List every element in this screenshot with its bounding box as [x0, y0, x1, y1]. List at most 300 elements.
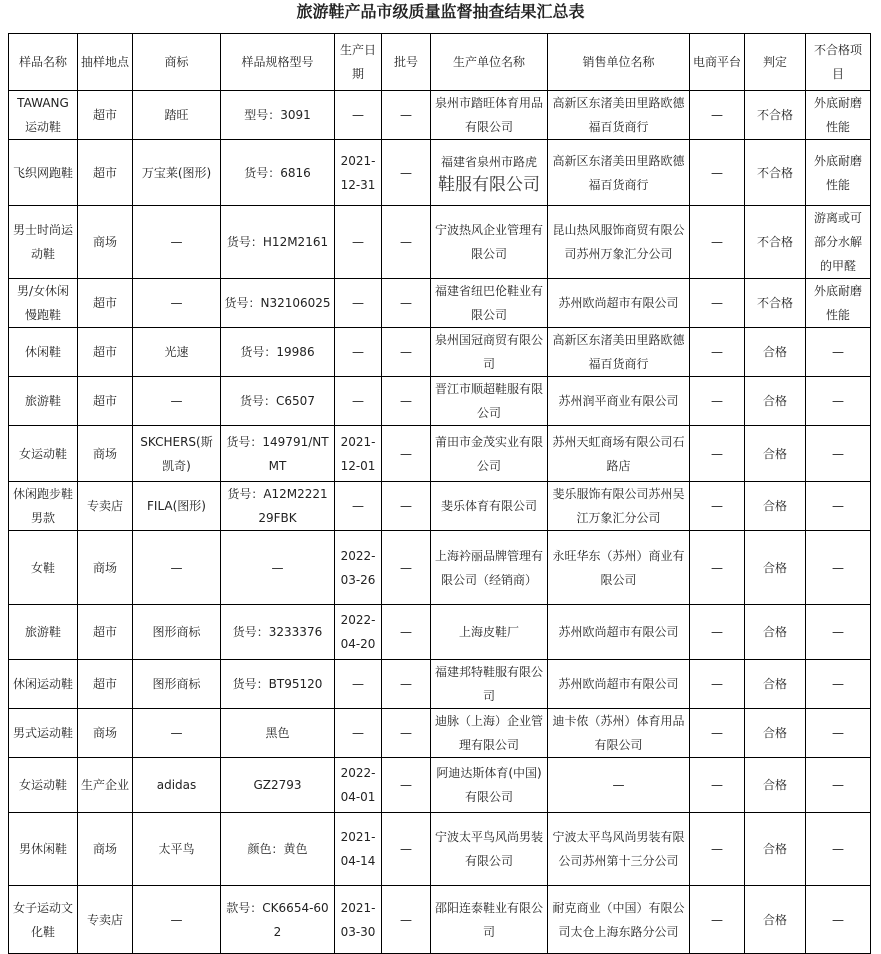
cell-text: —	[352, 394, 364, 408]
table-cell	[9, 660, 78, 709]
table-cell	[78, 377, 133, 426]
cell-text: 游离或可部分水解的甲醛	[813, 211, 862, 273]
table-cell	[335, 605, 382, 660]
cell-text: 踏旺	[164, 108, 189, 122]
table-cell	[335, 758, 382, 813]
table-cell	[9, 886, 78, 954]
table-cell	[548, 91, 690, 140]
cell-text: 商场	[92, 235, 117, 249]
header-cell: 生产日期	[335, 34, 382, 91]
table-cell	[221, 206, 335, 279]
table-cell	[806, 709, 871, 758]
header-cell: 样品规格型号	[221, 34, 335, 91]
cell-text: —	[711, 778, 723, 792]
cell-text: 飞织网跑鞋	[12, 165, 73, 180]
header-cell: 商标	[133, 34, 221, 91]
cell-text: 合格	[762, 499, 787, 513]
cell-text: 商场	[92, 446, 117, 461]
table-cell	[806, 813, 871, 886]
cell-text: 阿迪达斯体育(中国)有限公司	[436, 766, 542, 804]
table-cell	[335, 328, 382, 377]
cell-text: —	[711, 446, 723, 461]
cell-text: 合格	[762, 345, 787, 359]
table-row	[9, 482, 871, 531]
table-row	[9, 813, 871, 886]
cell-text: 图形商标	[152, 625, 201, 639]
table-cell	[690, 531, 745, 605]
cell-text: 莆田市金茂实业有限公司	[434, 434, 543, 473]
table-cell	[745, 605, 806, 660]
table-cell	[548, 531, 690, 605]
table-cell	[221, 377, 335, 426]
cell-text: 货号：H12M2161	[226, 235, 329, 249]
table-cell	[335, 206, 382, 279]
table-cell	[221, 140, 335, 206]
table-cell	[548, 426, 690, 482]
table-row	[9, 206, 871, 279]
cell-text: 男/女休闲慢跑鞋	[16, 284, 70, 322]
cell-text: 合格	[762, 842, 787, 856]
table-cell	[78, 813, 133, 886]
cell-text: 斐乐服饰有限公司苏州吴江万象汇分公司	[552, 487, 685, 525]
cell-text: 2022-04-01	[340, 766, 376, 804]
table-cell	[745, 377, 806, 426]
cell-text: 货号：A12M222129FBK	[227, 487, 328, 525]
table-cell	[133, 279, 221, 328]
cell-text: 苏州欧尚超市有限公司	[558, 677, 679, 691]
cell-text: —	[711, 165, 723, 180]
cell-text: 女运动鞋	[18, 446, 67, 461]
cell-text: —	[400, 842, 412, 856]
cell-text: 女子运动文化鞋	[12, 900, 73, 939]
cell-text: GZ2793	[253, 778, 302, 792]
cell-text: FILA(图形)	[147, 499, 206, 513]
table-cell	[431, 377, 548, 426]
table-cell	[221, 660, 335, 709]
cell-text: 晋江市顺超鞋服有限公司	[434, 382, 543, 420]
cell-text: 耐克商业（中国）有限公司太仓上海东路分公司	[552, 900, 685, 939]
header-cell: 样品名称	[9, 34, 78, 91]
table-cell	[9, 709, 78, 758]
cell-text: —	[711, 499, 723, 513]
cell-text: —	[832, 778, 844, 792]
table-cell	[431, 206, 548, 279]
cell-text: SKCHERS(斯凯奇)	[140, 434, 213, 473]
cell-text: —	[711, 394, 723, 408]
table-cell	[690, 886, 745, 954]
table-cell	[548, 140, 690, 206]
table-cell	[335, 279, 382, 328]
table-cell	[382, 91, 431, 140]
table-cell	[548, 813, 690, 886]
cell-text: 休闲运动鞋	[12, 677, 73, 691]
table-row	[9, 531, 871, 605]
table-cell	[382, 758, 431, 813]
cell-text: 光速	[164, 345, 189, 359]
cell-text: —	[400, 296, 412, 310]
header-cell: 销售单位名称	[548, 34, 690, 91]
table-cell	[548, 709, 690, 758]
table-cell	[133, 813, 221, 886]
cell-text: 高新区东渚美田里路欧德福百货商行	[552, 333, 685, 371]
cell-text: —	[400, 499, 412, 513]
table-cell	[9, 605, 78, 660]
cell-text: 高新区东渚美田里路欧德福百货商行	[552, 153, 685, 192]
cell-text: —	[711, 560, 723, 575]
table-cell	[431, 813, 548, 886]
cell-text: 女运动鞋	[18, 778, 67, 792]
table-cell	[548, 328, 690, 377]
table-cell	[78, 605, 133, 660]
header-cell: 生产单位名称	[431, 34, 548, 91]
cell-text: 货号：149791/NTMT	[226, 434, 329, 473]
table-cell	[382, 328, 431, 377]
cell-text: 宁波热风企业管理有限公司	[434, 223, 543, 261]
cell-text: TAWANG运动鞋	[17, 96, 69, 134]
cell-text: —	[352, 345, 364, 359]
table-cell	[9, 758, 78, 813]
cell-text: —	[400, 912, 412, 927]
table-cell	[78, 660, 133, 709]
cell-text: —	[400, 560, 412, 575]
cell-text: —	[400, 446, 412, 461]
cell-text: 2021-12-01	[340, 434, 376, 473]
table-cell	[133, 377, 221, 426]
table-cell	[133, 660, 221, 709]
table-cell	[745, 660, 806, 709]
cell-text: 上海衿丽品牌管理有限公司（经销商）	[434, 548, 543, 587]
table-cell	[431, 886, 548, 954]
cell-text: —	[832, 560, 844, 575]
results-table	[8, 33, 871, 954]
table-cell	[133, 426, 221, 482]
cell-text: 合格	[762, 625, 787, 639]
table-cell	[548, 279, 690, 328]
table-cell	[221, 758, 335, 813]
table-cell	[690, 426, 745, 482]
table-cell	[745, 709, 806, 758]
table-cell	[133, 709, 221, 758]
table-cell	[690, 91, 745, 140]
table-cell	[78, 91, 133, 140]
cell-text: —	[832, 394, 844, 408]
table-cell	[133, 531, 221, 605]
table-row	[9, 140, 871, 206]
table-cell	[745, 531, 806, 605]
table-cell	[806, 426, 871, 482]
cell-text: 女鞋	[30, 560, 55, 575]
table-row	[9, 328, 871, 377]
cell-text: 2021-12-31	[340, 153, 376, 192]
cell-text: 黑色	[265, 726, 290, 740]
table-cell	[221, 886, 335, 954]
header-row	[9, 34, 871, 91]
table-cell	[335, 813, 382, 886]
cell-text: 不合格	[756, 296, 793, 310]
cell-text: 专卖店	[86, 499, 123, 513]
cell-text: 款号：CK6654-602	[226, 900, 329, 939]
table-cell	[78, 886, 133, 954]
cell-text: 男式运动鞋	[12, 726, 73, 740]
table-cell	[745, 758, 806, 813]
cell-text: —	[711, 235, 723, 249]
table-cell	[221, 482, 335, 531]
table-cell	[745, 206, 806, 279]
cell-text: 合格	[762, 394, 787, 408]
cell-text: —	[832, 912, 844, 927]
cell-text: 不合格	[756, 235, 793, 249]
table-cell	[431, 328, 548, 377]
table-cell	[133, 886, 221, 954]
table-cell	[548, 482, 690, 531]
table-cell	[133, 91, 221, 140]
table-row	[9, 660, 871, 709]
table-cell	[78, 482, 133, 531]
cell-text: —	[832, 499, 844, 513]
cell-text: 宁波太平鸟风尚男装有限公司	[434, 830, 543, 868]
table-cell	[221, 605, 335, 660]
table-cell	[382, 709, 431, 758]
table-row	[9, 91, 871, 140]
table-cell	[221, 531, 335, 605]
table-cell	[9, 206, 78, 279]
table-cell	[382, 377, 431, 426]
table-cell	[745, 426, 806, 482]
cell-text: —	[711, 296, 723, 310]
cell-text: 货号：3233376	[232, 625, 323, 639]
cell-text: —	[170, 912, 183, 927]
table-cell	[806, 328, 871, 377]
cell-text: 太平鸟	[158, 842, 195, 856]
cell-text: —	[711, 912, 723, 927]
table-cell	[690, 709, 745, 758]
table-cell	[9, 813, 78, 886]
cell-text: 货号：19986	[240, 345, 315, 359]
table-cell	[548, 377, 690, 426]
cell-text: 万宝莱(图形)	[141, 165, 212, 180]
cell-text: —	[352, 499, 364, 513]
table-cell	[335, 377, 382, 426]
cell-text: 苏州欧尚超市有限公司	[558, 625, 679, 639]
table-cell	[690, 660, 745, 709]
table-cell	[9, 91, 78, 140]
cell-text: 不合格	[756, 165, 793, 180]
table-cell	[221, 91, 335, 140]
table-cell	[806, 660, 871, 709]
cell-text: 昆山热风服饰商贸有限公司苏州万象汇分公司	[552, 223, 685, 261]
table-cell	[745, 482, 806, 531]
cell-text: —	[400, 235, 412, 249]
table-cell	[382, 605, 431, 660]
cell-text: —	[170, 296, 183, 310]
cell-text: —	[832, 842, 844, 856]
cell-text: 合格	[762, 912, 787, 927]
table-cell	[745, 91, 806, 140]
table-cell	[78, 531, 133, 605]
table-cell	[745, 813, 806, 886]
cell-text: —	[711, 345, 723, 359]
table-cell	[806, 886, 871, 954]
cell-text: 2022-03-26	[340, 548, 376, 587]
table-cell	[78, 426, 133, 482]
cell-text: 型号：3091	[244, 108, 311, 122]
cell-text: —	[711, 625, 723, 639]
cell-text: —	[352, 235, 364, 249]
cell-text: 不合格	[756, 108, 793, 122]
table-cell	[745, 886, 806, 954]
table-row	[9, 758, 871, 813]
overlay-text: 鞋服有限公司	[438, 174, 540, 195]
table-cell	[806, 377, 871, 426]
cell-text: 合格	[762, 677, 787, 691]
cell-text: 商场	[92, 726, 117, 740]
table-cell	[806, 531, 871, 605]
cell-text: —	[352, 726, 364, 740]
cell-text: —	[832, 625, 844, 639]
table-row	[9, 426, 871, 482]
cell-text: —	[400, 108, 412, 122]
table-cell	[745, 140, 806, 206]
cell-text: 合格	[762, 446, 787, 461]
table-cell	[9, 377, 78, 426]
table-row	[9, 279, 871, 328]
table-cell	[806, 279, 871, 328]
table-cell	[806, 91, 871, 140]
cell-text: 超市	[92, 296, 117, 310]
cell-text: 休闲鞋	[24, 345, 61, 359]
cell-text: 上海皮鞋厂	[458, 625, 519, 639]
table-cell	[806, 758, 871, 813]
cell-text: 合格	[762, 778, 787, 792]
cell-text: 外底耐磨性能	[813, 153, 862, 192]
cell-text: —	[711, 108, 723, 122]
table-cell	[745, 279, 806, 328]
table-cell	[548, 660, 690, 709]
cell-text: —	[832, 677, 844, 691]
cell-text: 福建邦特鞋服有限公司	[434, 665, 543, 703]
cell-text: —	[400, 726, 412, 740]
table-cell	[690, 328, 745, 377]
cell-text: 福建省泉州市路虎	[440, 154, 537, 169]
cell-text: 合格	[762, 560, 787, 575]
table-cell	[133, 206, 221, 279]
cell-text: —	[400, 625, 412, 639]
cell-text: —	[170, 560, 183, 575]
table-cell	[548, 206, 690, 279]
table-cell	[690, 206, 745, 279]
table-cell	[431, 279, 548, 328]
table-cell	[9, 531, 78, 605]
cell-text: 永旺华东（苏州）商业有限公司	[552, 548, 685, 587]
cell-text: —	[170, 726, 183, 740]
table-cell	[78, 279, 133, 328]
table-row	[9, 605, 871, 660]
table-cell	[382, 660, 431, 709]
table-cell	[78, 328, 133, 377]
cell-text: —	[711, 726, 723, 740]
table-cell	[431, 482, 548, 531]
cell-text: 专卖店	[86, 912, 123, 927]
cell-text: 图形商标	[152, 677, 201, 691]
cell-text: 高新区东渚美田里路欧德福百货商行	[552, 96, 685, 134]
cell-text: —	[400, 778, 412, 792]
table-cell	[690, 605, 745, 660]
cell-text: 迪卡侬（苏州）体育用品有限公司	[552, 714, 685, 752]
cell-text: —	[271, 560, 284, 575]
cell-text: —	[170, 235, 183, 249]
table-cell	[133, 605, 221, 660]
table-cell	[690, 377, 745, 426]
table-cell	[431, 426, 548, 482]
cell-text: 货号：N32106025	[224, 296, 331, 310]
table-cell	[335, 482, 382, 531]
cell-text: —	[400, 345, 412, 359]
header-cell: 不合格项目	[806, 34, 871, 91]
cell-text: 超市	[92, 625, 117, 639]
table-cell	[133, 328, 221, 377]
table-cell	[9, 328, 78, 377]
table-cell	[335, 709, 382, 758]
cell-text: —	[612, 778, 625, 792]
cell-text: 合格	[762, 726, 787, 740]
table-cell	[382, 482, 431, 531]
cell-text: 迪脉（上海）企业管理有限公司	[434, 714, 543, 752]
table-cell	[335, 886, 382, 954]
cell-text: 邵阳连泰鞋业有限公司	[434, 900, 543, 939]
table-cell	[745, 328, 806, 377]
table-cell	[382, 279, 431, 328]
table-cell	[133, 482, 221, 531]
table-cell	[431, 709, 548, 758]
cell-text: —	[352, 108, 364, 122]
table-row	[9, 709, 871, 758]
table-cell	[382, 813, 431, 886]
cell-text: 商场	[92, 560, 117, 575]
table-cell	[548, 605, 690, 660]
table-cell	[221, 328, 335, 377]
table-cell	[335, 426, 382, 482]
cell-text: 2021-04-14	[340, 830, 376, 868]
table-cell	[431, 140, 548, 206]
table-cell	[690, 279, 745, 328]
cell-text: —	[711, 677, 723, 691]
cell-text: adidas	[156, 778, 197, 792]
table-cell	[690, 813, 745, 886]
cell-text: —	[400, 394, 412, 408]
table-cell	[806, 140, 871, 206]
cell-text: 货号：BT95120	[232, 677, 323, 691]
table-cell	[548, 886, 690, 954]
cell-text: 超市	[92, 108, 117, 122]
cell-text: —	[711, 842, 723, 856]
cell-text: 旅游鞋	[24, 394, 61, 408]
cell-text: —	[400, 677, 412, 691]
table-cell	[78, 206, 133, 279]
table-cell	[9, 279, 78, 328]
table-cell	[431, 605, 548, 660]
table-row	[9, 377, 871, 426]
cell-text: —	[832, 446, 844, 461]
table-cell	[382, 426, 431, 482]
table-cell	[335, 140, 382, 206]
cell-text: 货号：C6507	[240, 394, 315, 408]
cell-text: 生产企业	[81, 778, 130, 792]
cell-text: 旅游鞋	[24, 625, 61, 639]
table-cell	[548, 758, 690, 813]
cell-text: 泉州市踏旺体育用品有限公司	[434, 96, 543, 134]
cell-text: 外底耐磨性能	[813, 284, 862, 322]
cell-text: 超市	[92, 677, 117, 691]
